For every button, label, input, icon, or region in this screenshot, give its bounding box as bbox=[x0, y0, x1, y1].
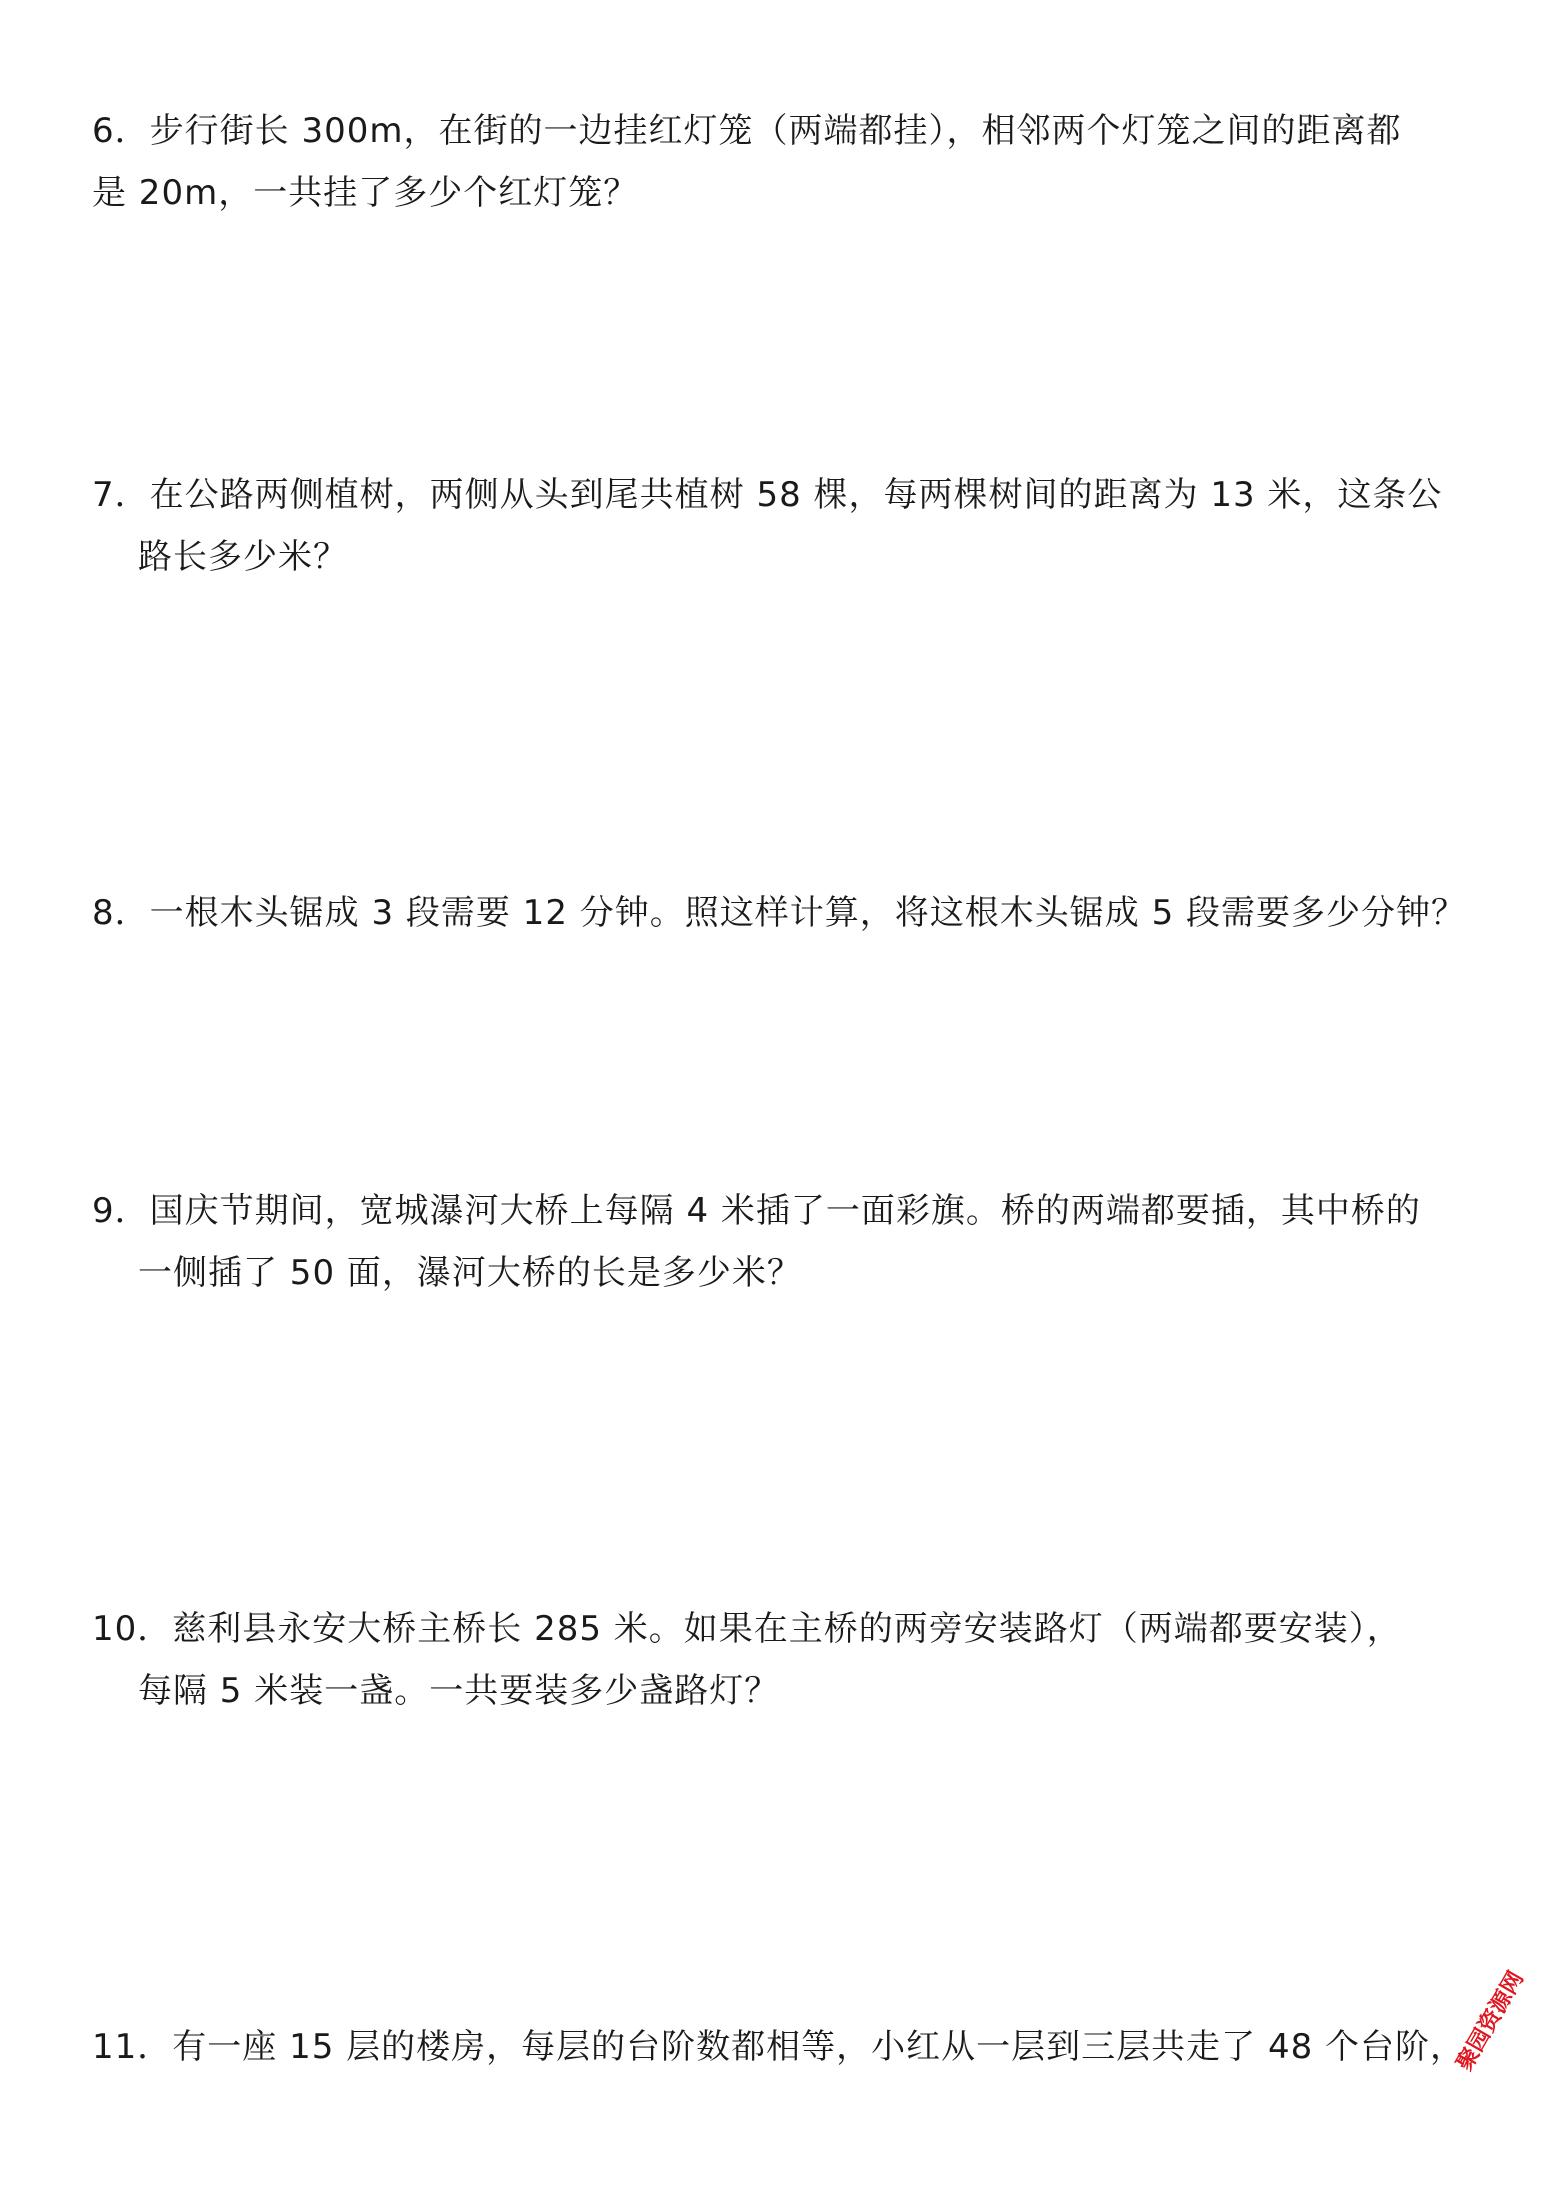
problem-9-line-2: 一侧插了 50 面，瀑河大桥的长是多少米？ bbox=[138, 1253, 802, 1293]
problem-8-line-1: 8．一根木头锯成 3 段需要 12 分钟。照这样计算，将这根木头锯成 5 段需要多少分钟？ bbox=[92, 893, 1467, 933]
problem-9-line-1: 9．国庆节期间，宽城瀑河大桥上每隔 4 米插了一面彩旗。桥的两端都要插，其中桥的 bbox=[92, 1191, 1421, 1231]
problem-6-line-2: 是 20m，一共挂了多少个红灯笼？ bbox=[92, 173, 639, 213]
problem-6 bbox=[92, 100, 1472, 224]
problem-11-line-1: 11．有一座 15 层的楼房，每层的台阶数都相等，小红从一层到三层共走了 48 个台阶， bbox=[92, 2027, 1466, 2067]
problem-6-line-1: 6．步行街长 300m，在街的一边挂红灯笼（两端都挂），相邻两个灯笼之间的距离都 bbox=[92, 111, 1402, 151]
problem-10-line-2: 每隔 5 米装一盏。一共要装多少盏路灯？ bbox=[138, 1671, 780, 1711]
problem-10 bbox=[92, 1598, 1472, 1722]
problem-10-line-1: 10．慈利县永安大桥主桥长 285 米。如果在主桥的两旁安装路灯（两端都要安装）， bbox=[92, 1609, 1402, 1649]
problem-11 bbox=[92, 2016, 1472, 2078]
problem-7 bbox=[92, 464, 1472, 588]
problem-7-line-2: 路长多少米？ bbox=[138, 537, 348, 577]
watermark-logo: 聚园资源网 bbox=[1452, 1967, 1529, 2075]
problem-8 bbox=[92, 882, 1472, 944]
problem-7-line-1: 7．在公路两侧植树，两侧从头到尾共植树 58 棵，每两棵树间的距离为 13 米，这条公 bbox=[92, 475, 1443, 515]
problem-9 bbox=[92, 1180, 1472, 1304]
